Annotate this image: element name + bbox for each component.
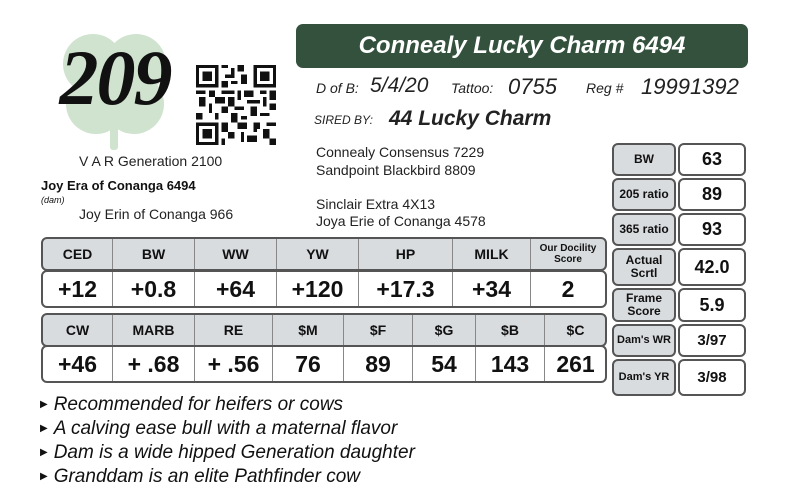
epd-header: RE bbox=[195, 315, 273, 345]
dam-dam: Joya Erie of Conanga 4578 bbox=[316, 213, 486, 229]
epd-header: $C bbox=[566, 322, 585, 338]
list-item bbox=[40, 465, 580, 489]
sired-by-label: SIRED BY: bbox=[314, 113, 373, 127]
epd-value: 2 bbox=[561, 276, 575, 302]
stat-label: 365 ratio bbox=[612, 213, 676, 246]
epd-header: $M bbox=[273, 315, 344, 345]
epd-value: 54 bbox=[413, 347, 476, 381]
epd-value: +12 bbox=[43, 272, 113, 306]
note-text: Recommended for heifers or cows bbox=[53, 394, 344, 415]
note-text: Dam is a wide hipped Generation daughter bbox=[53, 442, 415, 463]
granddam-name: Joy Erin of Conanga 966 bbox=[79, 206, 234, 222]
epd-value: + .68 bbox=[113, 347, 195, 381]
epd-header: $G bbox=[413, 315, 476, 345]
qr-code-icon bbox=[196, 65, 276, 145]
epd-header: MARB bbox=[113, 315, 195, 345]
epd-value: +34 bbox=[453, 272, 531, 306]
stat-value: 93 bbox=[678, 213, 746, 246]
dob-value: 5/4/20 bbox=[370, 74, 429, 97]
epd-value: +64 bbox=[195, 272, 277, 306]
stat-value: 3/98 bbox=[678, 359, 746, 396]
epd-header: WW bbox=[195, 239, 277, 269]
tattoo-label: Tattoo: bbox=[451, 80, 494, 96]
dam-tag: (dam) bbox=[41, 195, 65, 205]
dob-label: D of B: bbox=[316, 80, 359, 96]
epd-value: 89 bbox=[344, 347, 413, 381]
epd-header: MILK bbox=[453, 239, 531, 269]
stat-row bbox=[612, 213, 746, 246]
epd-header: CED bbox=[43, 239, 113, 269]
list-item bbox=[40, 417, 580, 441]
stat-value: 89 bbox=[678, 178, 746, 211]
epd-header: Our Docility Score bbox=[539, 243, 597, 265]
sire-dam: Sandpoint Blackbird 8809 bbox=[316, 162, 476, 178]
stat-label: Frame Score bbox=[612, 288, 676, 322]
epd-header: $F bbox=[344, 315, 413, 345]
maternal-grandsire: V A R Generation 2100 bbox=[79, 153, 223, 169]
stat-value: 5.9 bbox=[678, 288, 746, 322]
epd-row1-values bbox=[41, 270, 607, 308]
epd-value: +46 bbox=[43, 347, 113, 381]
bull-name-title: Connealy Lucky Charm 6494 bbox=[296, 24, 748, 68]
reg-label: Reg # bbox=[586, 80, 624, 96]
epd-row2-values bbox=[41, 345, 607, 383]
epd-value: 76 bbox=[273, 347, 344, 381]
note-text: Granddam is an elite Pathfinder cow bbox=[53, 466, 360, 487]
notes-list bbox=[40, 393, 580, 489]
stat-row bbox=[612, 178, 746, 211]
stat-value: 42.0 bbox=[678, 248, 746, 286]
triangle-bullet-icon: ▶ bbox=[40, 471, 48, 482]
stat-label: 205 ratio bbox=[612, 178, 676, 211]
dam-sire: Sinclair Extra 4X13 bbox=[316, 196, 436, 212]
epd-value: 261 bbox=[556, 351, 595, 377]
list-item bbox=[40, 441, 580, 465]
stat-label: BW bbox=[612, 143, 676, 176]
epd-row1-headers bbox=[41, 237, 607, 271]
triangle-bullet-icon: ▶ bbox=[40, 399, 48, 410]
epd-header: $B bbox=[476, 315, 545, 345]
stat-row bbox=[612, 359, 746, 396]
sire-name: 44 Lucky Charm bbox=[389, 107, 552, 130]
dam-name: Joy Era of Conanga 6494 bbox=[41, 178, 196, 193]
epd-header: BW bbox=[113, 239, 195, 269]
list-item bbox=[40, 393, 580, 417]
note-text: A calving ease bull with a maternal flavor bbox=[53, 418, 398, 439]
stat-row bbox=[612, 143, 746, 176]
stat-row bbox=[612, 248, 746, 286]
stat-value: 63 bbox=[678, 143, 746, 176]
epd-value: +17.3 bbox=[359, 272, 453, 306]
epd-header: CW bbox=[43, 315, 113, 345]
lot-number: 209 bbox=[59, 34, 171, 121]
sire-sire: Connealy Consensus 7229 bbox=[316, 144, 485, 160]
epd-value: 143 bbox=[476, 347, 545, 381]
stat-value: 3/97 bbox=[678, 324, 746, 357]
stat-row bbox=[612, 288, 746, 322]
stat-label: Dam's YR bbox=[612, 359, 676, 396]
triangle-bullet-icon: ▶ bbox=[40, 447, 48, 458]
epd-value: +0.8 bbox=[113, 272, 195, 306]
epd-row2-headers bbox=[41, 313, 607, 347]
epd-header: YW bbox=[277, 239, 359, 269]
epd-header: HP bbox=[359, 239, 453, 269]
stat-row bbox=[612, 324, 746, 357]
stat-label: Dam's WR bbox=[612, 324, 676, 357]
epd-value: +120 bbox=[277, 272, 359, 306]
epd-value: + .56 bbox=[195, 347, 273, 381]
stat-label: Actual Scrtl bbox=[612, 248, 676, 286]
triangle-bullet-icon: ▶ bbox=[40, 423, 48, 434]
reg-value: 19991392 bbox=[641, 74, 739, 99]
tattoo-value: 0755 bbox=[508, 74, 557, 99]
